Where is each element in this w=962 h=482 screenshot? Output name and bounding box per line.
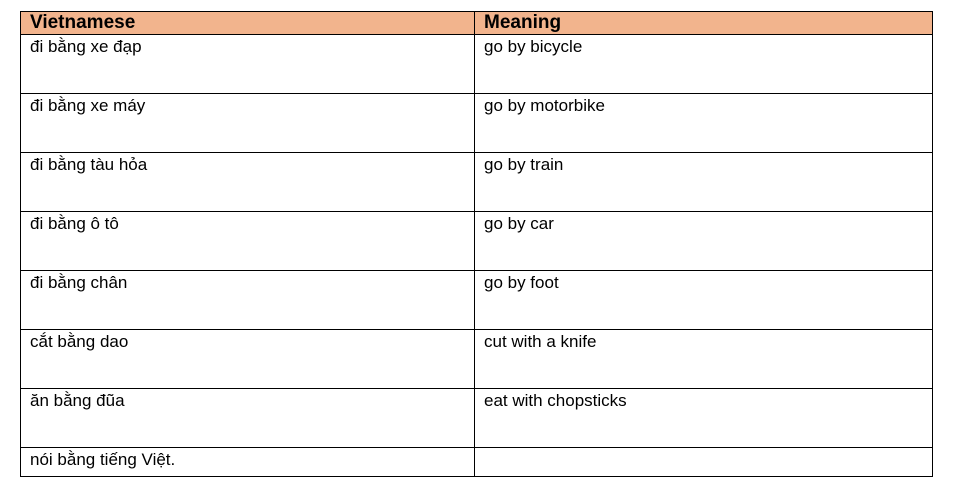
meaning-cell: go by motorbike (475, 94, 933, 153)
vietnamese-cell: ăn bằng đũa (21, 389, 475, 448)
table-row (21, 448, 933, 477)
vietnamese-cell: đi bằng tàu hỏa (21, 153, 475, 212)
header-vietnamese: Vietnamese (21, 12, 475, 35)
table-row (21, 271, 933, 330)
meaning-cell (475, 448, 933, 477)
vietnamese-cell: nói bằng tiếng Việt. (21, 448, 475, 477)
header-meaning: Meaning (475, 12, 933, 35)
table-row (21, 94, 933, 153)
vietnamese-cell: đi bằng ô tô (21, 212, 475, 271)
table-row (21, 389, 933, 448)
vocabulary-table (20, 11, 933, 477)
meaning-cell: cut with a knife (475, 330, 933, 389)
table-row (21, 35, 933, 94)
vietnamese-cell: đi bằng chân (21, 271, 475, 330)
table-row (21, 330, 933, 389)
vietnamese-cell: đi bằng xe đạp (21, 35, 475, 94)
meaning-cell: eat with chopsticks (475, 389, 933, 448)
meaning-cell: go by train (475, 153, 933, 212)
table-header-row (21, 12, 933, 35)
vietnamese-cell: cắt bằng dao (21, 330, 475, 389)
meaning-cell: go by bicycle (475, 35, 933, 94)
meaning-cell: go by car (475, 212, 933, 271)
vietnamese-cell: đi bằng xe máy (21, 94, 475, 153)
meaning-cell: go by foot (475, 271, 933, 330)
table-row (21, 212, 933, 271)
table-row (21, 153, 933, 212)
